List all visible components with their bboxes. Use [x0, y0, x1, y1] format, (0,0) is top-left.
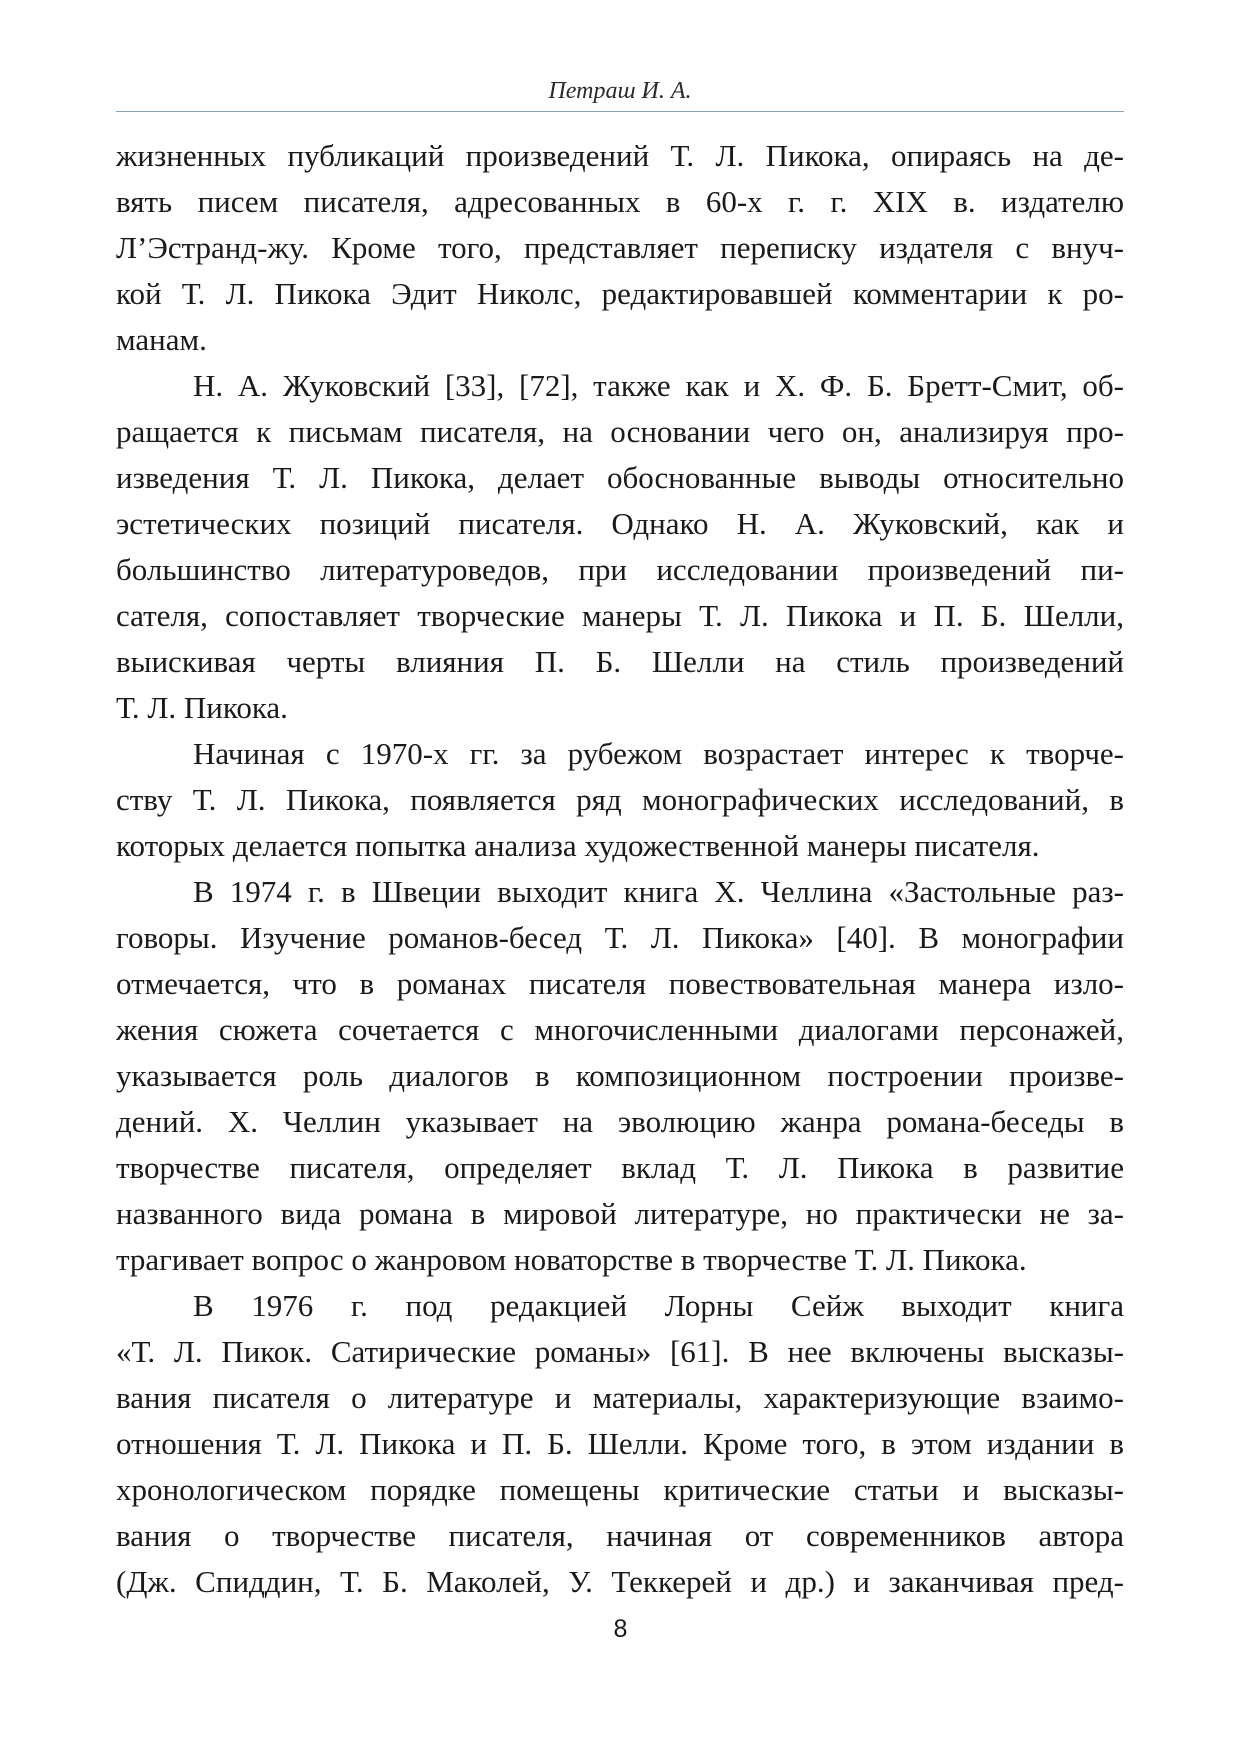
text-line: названного вида романа в мировой литературе, но практически не за-	[116, 1196, 1124, 1231]
text-line: манам.	[116, 322, 207, 357]
text-line: изведения Т. Л. Пикока, делает обоснованные выводы относительно	[116, 460, 1124, 495]
text-line: (Дж. Спиддин, Т. Б. Маколей, У. Теккерей и др.) и заканчивая пред-	[116, 1564, 1124, 1599]
text-line: «Т. Л. Пикок. Сатирические романы» [61]. В нее включены высказы-	[116, 1334, 1124, 1369]
text-line: выискивая черты влияния П. Б. Шелли на стиль произведений	[116, 644, 1124, 679]
paragraph-4	[116, 869, 1124, 1283]
header-rule	[116, 111, 1124, 112]
text-line: кой Т. Л. Пикока Эдит Николс, редактировавшей комментарии к ро-	[116, 276, 1124, 311]
page-number: 8	[613, 1615, 628, 1643]
text-line: отношения Т. Л. Пикока и П. Б. Шелли. Кроме того, в этом издании в	[116, 1426, 1124, 1461]
text-line: Н. А. Жуковский [33], [72], также как и Х. Ф. Б. Бретт-Смит, об-	[193, 368, 1124, 403]
paragraph-2	[116, 363, 1124, 731]
body-text	[116, 133, 1124, 1605]
running-head-author: Петраш И. А.	[548, 78, 692, 104]
text-line: творчестве писателя, определяет вклад Т. Л. Пикока в развитие	[116, 1150, 1124, 1185]
text-line: жизненных публикаций произведений Т. Л. Пикока, опираясь на де-	[116, 138, 1124, 173]
text-line: В 1974 г. в Швеции выходит книга Х. Челлина «Застольные раз-	[193, 874, 1124, 909]
text-line: вания писателя о литературе и материалы, характеризующие взаимо-	[116, 1380, 1124, 1415]
text-line: указывается роль диалогов в композиционном построении произве-	[116, 1058, 1124, 1093]
paragraph-5	[116, 1283, 1124, 1605]
text-line: сателя, сопоставляет творческие манеры Т. Л. Пикока и П. Б. Шелли,	[116, 598, 1124, 633]
text-line: Л’Эстранд-жу. Кроме того, представляет переписку издателя с внуч-	[116, 230, 1124, 265]
text-line: хронологическом порядке помещены критические статьи и высказы-	[116, 1472, 1124, 1507]
text-line: которых делается попытка анализа художественной манеры писателя.	[116, 828, 1040, 863]
text-line: эстетических позиций писателя. Однако Н. А. Жуковский, как и	[116, 506, 1124, 541]
text-line: Начиная с 1970-х гг. за рубежом возрастает интерес к творче-	[193, 736, 1124, 771]
text-line: жения сюжета сочетается с многочисленными диалогами персонажей,	[116, 1012, 1124, 1047]
text-line: вять писем писателя, адресованных в 60-х г. г. XIX в. издателю	[116, 184, 1124, 219]
text-line: дений. Х. Челлин указывает на эволюцию жанра романа-беседы в	[116, 1104, 1124, 1139]
text-line: большинство литературоведов, при исследовании произведений пи-	[116, 552, 1124, 587]
text-line: В 1976 г. под редакцией Лорны Сейж выходит книга	[193, 1288, 1124, 1323]
text-line: говоры. Изучение романов-бесед Т. Л. Пикока» [40]. В монографии	[116, 920, 1124, 955]
text-line: трагивает вопрос о жанровом новаторстве в творчестве Т. Л. Пикока.	[116, 1242, 1027, 1277]
text-line: ству Т. Л. Пикока, появляется ряд монографических исследований, в	[116, 782, 1124, 817]
paragraph-3	[116, 731, 1124, 869]
paragraph-1	[116, 133, 1124, 363]
text-line: ращается к письмам писателя, на основании чего он, анализируя про-	[116, 414, 1124, 449]
text-line: отмечается, что в романах писателя повествовательная манера изло-	[116, 966, 1124, 1001]
text-line: Т. Л. Пикока.	[116, 690, 288, 725]
text-line: вания о творчестве писателя, начиная от современников автора	[116, 1518, 1124, 1553]
